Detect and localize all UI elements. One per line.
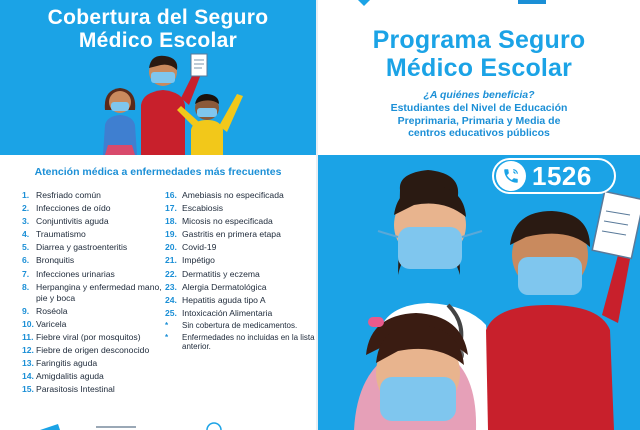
list-item: 18. Micosis no especificada	[165, 216, 273, 227]
list-item: 17. Escabiosis	[165, 203, 224, 214]
list-item: 6. Bronquitis	[22, 255, 75, 266]
bottom-logos	[0, 422, 316, 430]
diseases-list-column-1	[22, 190, 162, 397]
list-item: 10. Varicela	[22, 318, 67, 329]
right-title-line2: Médico Escolar	[385, 54, 573, 82]
right-title	[318, 26, 640, 82]
list-item: 21. Impétigo	[165, 255, 215, 266]
diseases-heading: Atención médica a enfermedades más frecuentes	[34, 166, 282, 178]
left-header	[0, 0, 316, 155]
beneficiaries-question: ¿A quiénes beneficia?	[423, 89, 535, 101]
top-logo	[358, 0, 558, 6]
list-item: 15. Parasitosis Intestinal	[22, 384, 115, 395]
phone-icon	[496, 161, 526, 191]
list-item: 1. Resfriado común	[22, 190, 101, 200]
list-item: 5. Diarrea y gastroenteritis	[22, 242, 128, 253]
beneficiaries-answer: Estudiantes del Nivel de Educación Preprimaria, Primaria y Media de centros educativos públicos	[390, 102, 568, 139]
list-item: 23. Alergia Dermatológica	[165, 281, 267, 292]
list-item: 9. Roséola	[22, 305, 68, 316]
list-item: 7. Infecciones urinarias	[22, 268, 115, 279]
list-item: 25. Intoxicación Alimentaria	[165, 307, 273, 318]
list-item: 22. Dermatitis y eczema	[165, 268, 260, 279]
list-item: 16. Amebiasis no especificada	[165, 190, 284, 200]
list-item: 8. Herpangina y enfermedad mano, pie y boca	[22, 281, 162, 303]
list-item: 2. Infecciones de oído	[22, 203, 111, 214]
list-item: 3. Conjuntivitis aguda	[22, 216, 109, 227]
list-item: 19. Gastritis en primera etapa	[165, 229, 281, 240]
student-girl-figure	[354, 313, 476, 430]
left-title	[0, 6, 316, 52]
list-item: 12. Fiebre de origen desconocido	[22, 344, 150, 355]
girl-figure	[103, 88, 137, 155]
left-title-line2: Médico Escolar	[78, 29, 238, 52]
student-boy-figure	[486, 191, 640, 430]
excluded-diseases-note: * Enfermedades no incluidas en la lista anterior.	[165, 332, 315, 352]
list-item: 13. Faringitis aguda	[22, 358, 98, 369]
phone-glyph	[502, 167, 520, 185]
list-item: 20. Covid-19	[165, 242, 217, 253]
phone-badge[interactable]	[492, 158, 616, 194]
list-item: 4. Traumatismo	[22, 229, 86, 240]
phone-number: 1526	[532, 160, 592, 191]
right-panel	[318, 0, 640, 430]
doctor-and-students-illustration	[318, 155, 640, 430]
list-item: 24. Hepatitis aguda tipo A	[165, 294, 266, 305]
left-panel	[0, 0, 316, 430]
no-medication-note: * Sin cobertura de medicamentos.	[165, 320, 298, 330]
right-title-line1: Programa Seguro	[372, 26, 586, 54]
list-item: 11. Fiebre viral (por mosquitos)	[22, 331, 141, 342]
left-title-line1: Cobertura del Seguro	[47, 6, 269, 29]
family-illustration	[95, 50, 255, 155]
diseases-list-column-2	[165, 190, 315, 354]
list-item: 14. Amigdalitis aguda	[22, 371, 104, 382]
